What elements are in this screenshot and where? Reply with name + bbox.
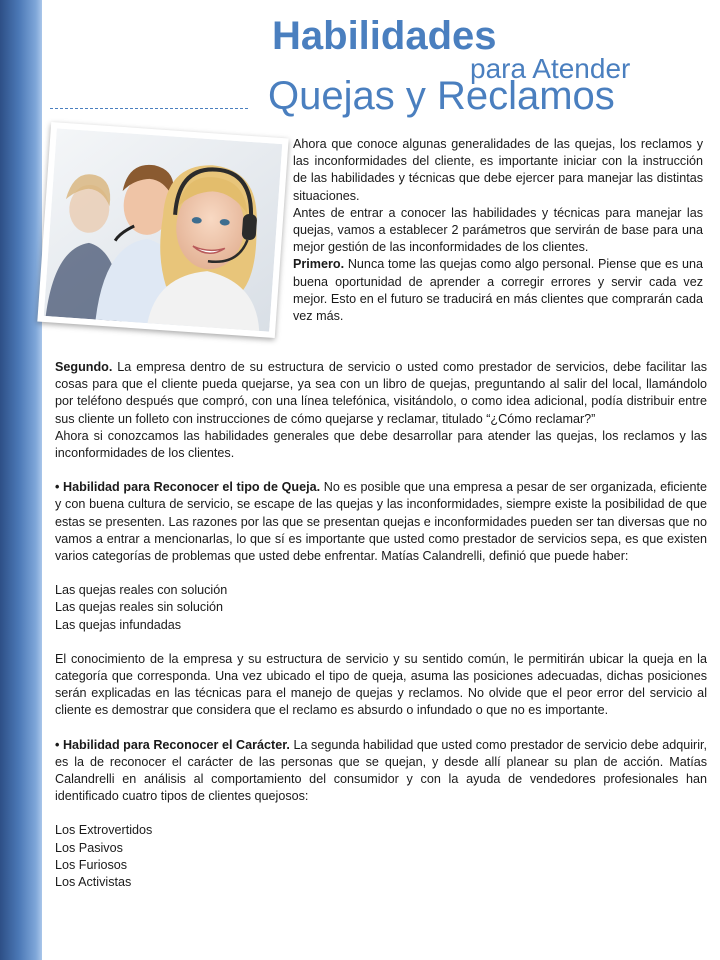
quejas-list bbox=[55, 582, 707, 634]
habilidad-caracter-paragraph bbox=[55, 737, 707, 806]
primero-text: Nunca tome las quejas como algo personal. Piense que es una buena oportunidad de aprender a corregir errores y servir cada vez mejor. Esto en el futuro se traducirá en más clientes que comprarán cada vez más. bbox=[293, 257, 703, 324]
title-dotted-divider bbox=[50, 108, 248, 109]
title-quejas-reclamos: Quejas y Reclamos bbox=[268, 74, 615, 118]
list-item: Las quejas infundadas bbox=[55, 617, 182, 632]
list-item: Los Pasivos bbox=[55, 840, 123, 855]
habilidad-tipo-queja-label: • Habilidad para Reconocer el tipo de Queja. bbox=[55, 480, 321, 495]
habilidad-caracter-label: • Habilidad para Reconocer el Carácter. bbox=[55, 737, 290, 752]
ahora-paragraph: Ahora si conozcamos las habilidades generales que debe desarrollar para atender las quejas, los reclamos y las inconformidades de los clientes. bbox=[55, 428, 707, 461]
list-item: Los Activistas bbox=[55, 875, 132, 890]
primero-label: Primero. bbox=[293, 257, 345, 272]
title-habilidades: Habilidades bbox=[272, 14, 497, 58]
title-para-atender: para Atender bbox=[470, 53, 631, 84]
segundo-paragraph bbox=[55, 359, 707, 428]
left-sidebar-band bbox=[0, 0, 42, 960]
habilidad-caracter-text: La segunda habilidad que usted como prestador de servicio debe adquirir, es la de reconocer el carácter de las personas que se quejan, y desde allí planear su plan de acción. Matías Calandrelli en análisis al comportamiento del consumidor y con la ayuda de vendedores profesionales han identificado cuatro tipos de clientes quejosos: bbox=[55, 737, 707, 804]
list-item: Las quejas reales con solución bbox=[55, 583, 228, 598]
list-item: Los Furiosos bbox=[55, 857, 128, 872]
habilidad-tipo-queja-text: No es posible que una empresa a pesar de ser organizada, eficiente y con buena cultura de servicio, se escape de las quejas y las inconformidades, siempre existe la posibilidad de que estas se presenten. Las razones por las que se presentan quejas e inconformidades pueden ser tan diversas que no vamos a entrar a mencionarlas, lo que sí es importante que usted como prestador de servicios sepa, es que existen varios categorías de problemas que usted debe enfrentar. Matías Calandrelli, definió que puede haber: bbox=[55, 480, 707, 564]
main-body-text bbox=[55, 359, 707, 891]
intro-paragraph-3 bbox=[293, 256, 703, 325]
list-item: Las quejas reales sin solución bbox=[55, 600, 224, 615]
intro-paragraph-1: Ahora que conoce algunas generalidades de las quejas, los reclamos y las inconformidades del cliente, es importante iniciar con la instrucción de las habilidades y técnicas que debe ejercer para manejar las distintas situaciones. bbox=[293, 137, 703, 203]
call-center-photo bbox=[37, 122, 288, 338]
conocimiento-paragraph: El conocimiento de la empresa y su estructura de servicio y su sentido común, le permitirán ubicar la queja en la categoría que corresponda. Una vez ubicado el tipo de queja, asuma las posiciones adecuadas, dichas posiciones serán explicadas en las técnicas para el manejo de quejas y reclamos. No olvide que el peor error del servicio al cliente es demostrar que considera que el reclamo es absurdo o infundado o que no es importante. bbox=[55, 651, 707, 718]
habilidad-tipo-queja-paragraph bbox=[55, 479, 707, 565]
segundo-label: Segundo. bbox=[55, 360, 113, 374]
clientes-list bbox=[55, 822, 707, 891]
call-center-photo-illustration bbox=[44, 128, 283, 331]
intro-text-block bbox=[293, 136, 703, 325]
list-item: Los Extrovertidos bbox=[55, 823, 153, 838]
intro-paragraph-2: Antes de entrar a conocer las habilidades y técnicas para manejar las quejas, vamos a establecer 2 parámetros que servirán de base para una mejor gestión de las inconformidades de los clientes. bbox=[293, 205, 703, 255]
segundo-text: La empresa dentro de su estructura de servicio o usted como prestador de servicios, debe facilitar las cosas para que el cliente pueda quejarse, ya sea con un libro de quejas, preguntando al salir del local, llamándolo por teléfono después que compró, con una línea telefónica, visitándolo, o como idea adicional, podía distribuir entre sus cliente un folleto con instrucciones de cómo quejarse y reclamar, titulado “¿Cómo reclamar?” bbox=[55, 360, 707, 426]
